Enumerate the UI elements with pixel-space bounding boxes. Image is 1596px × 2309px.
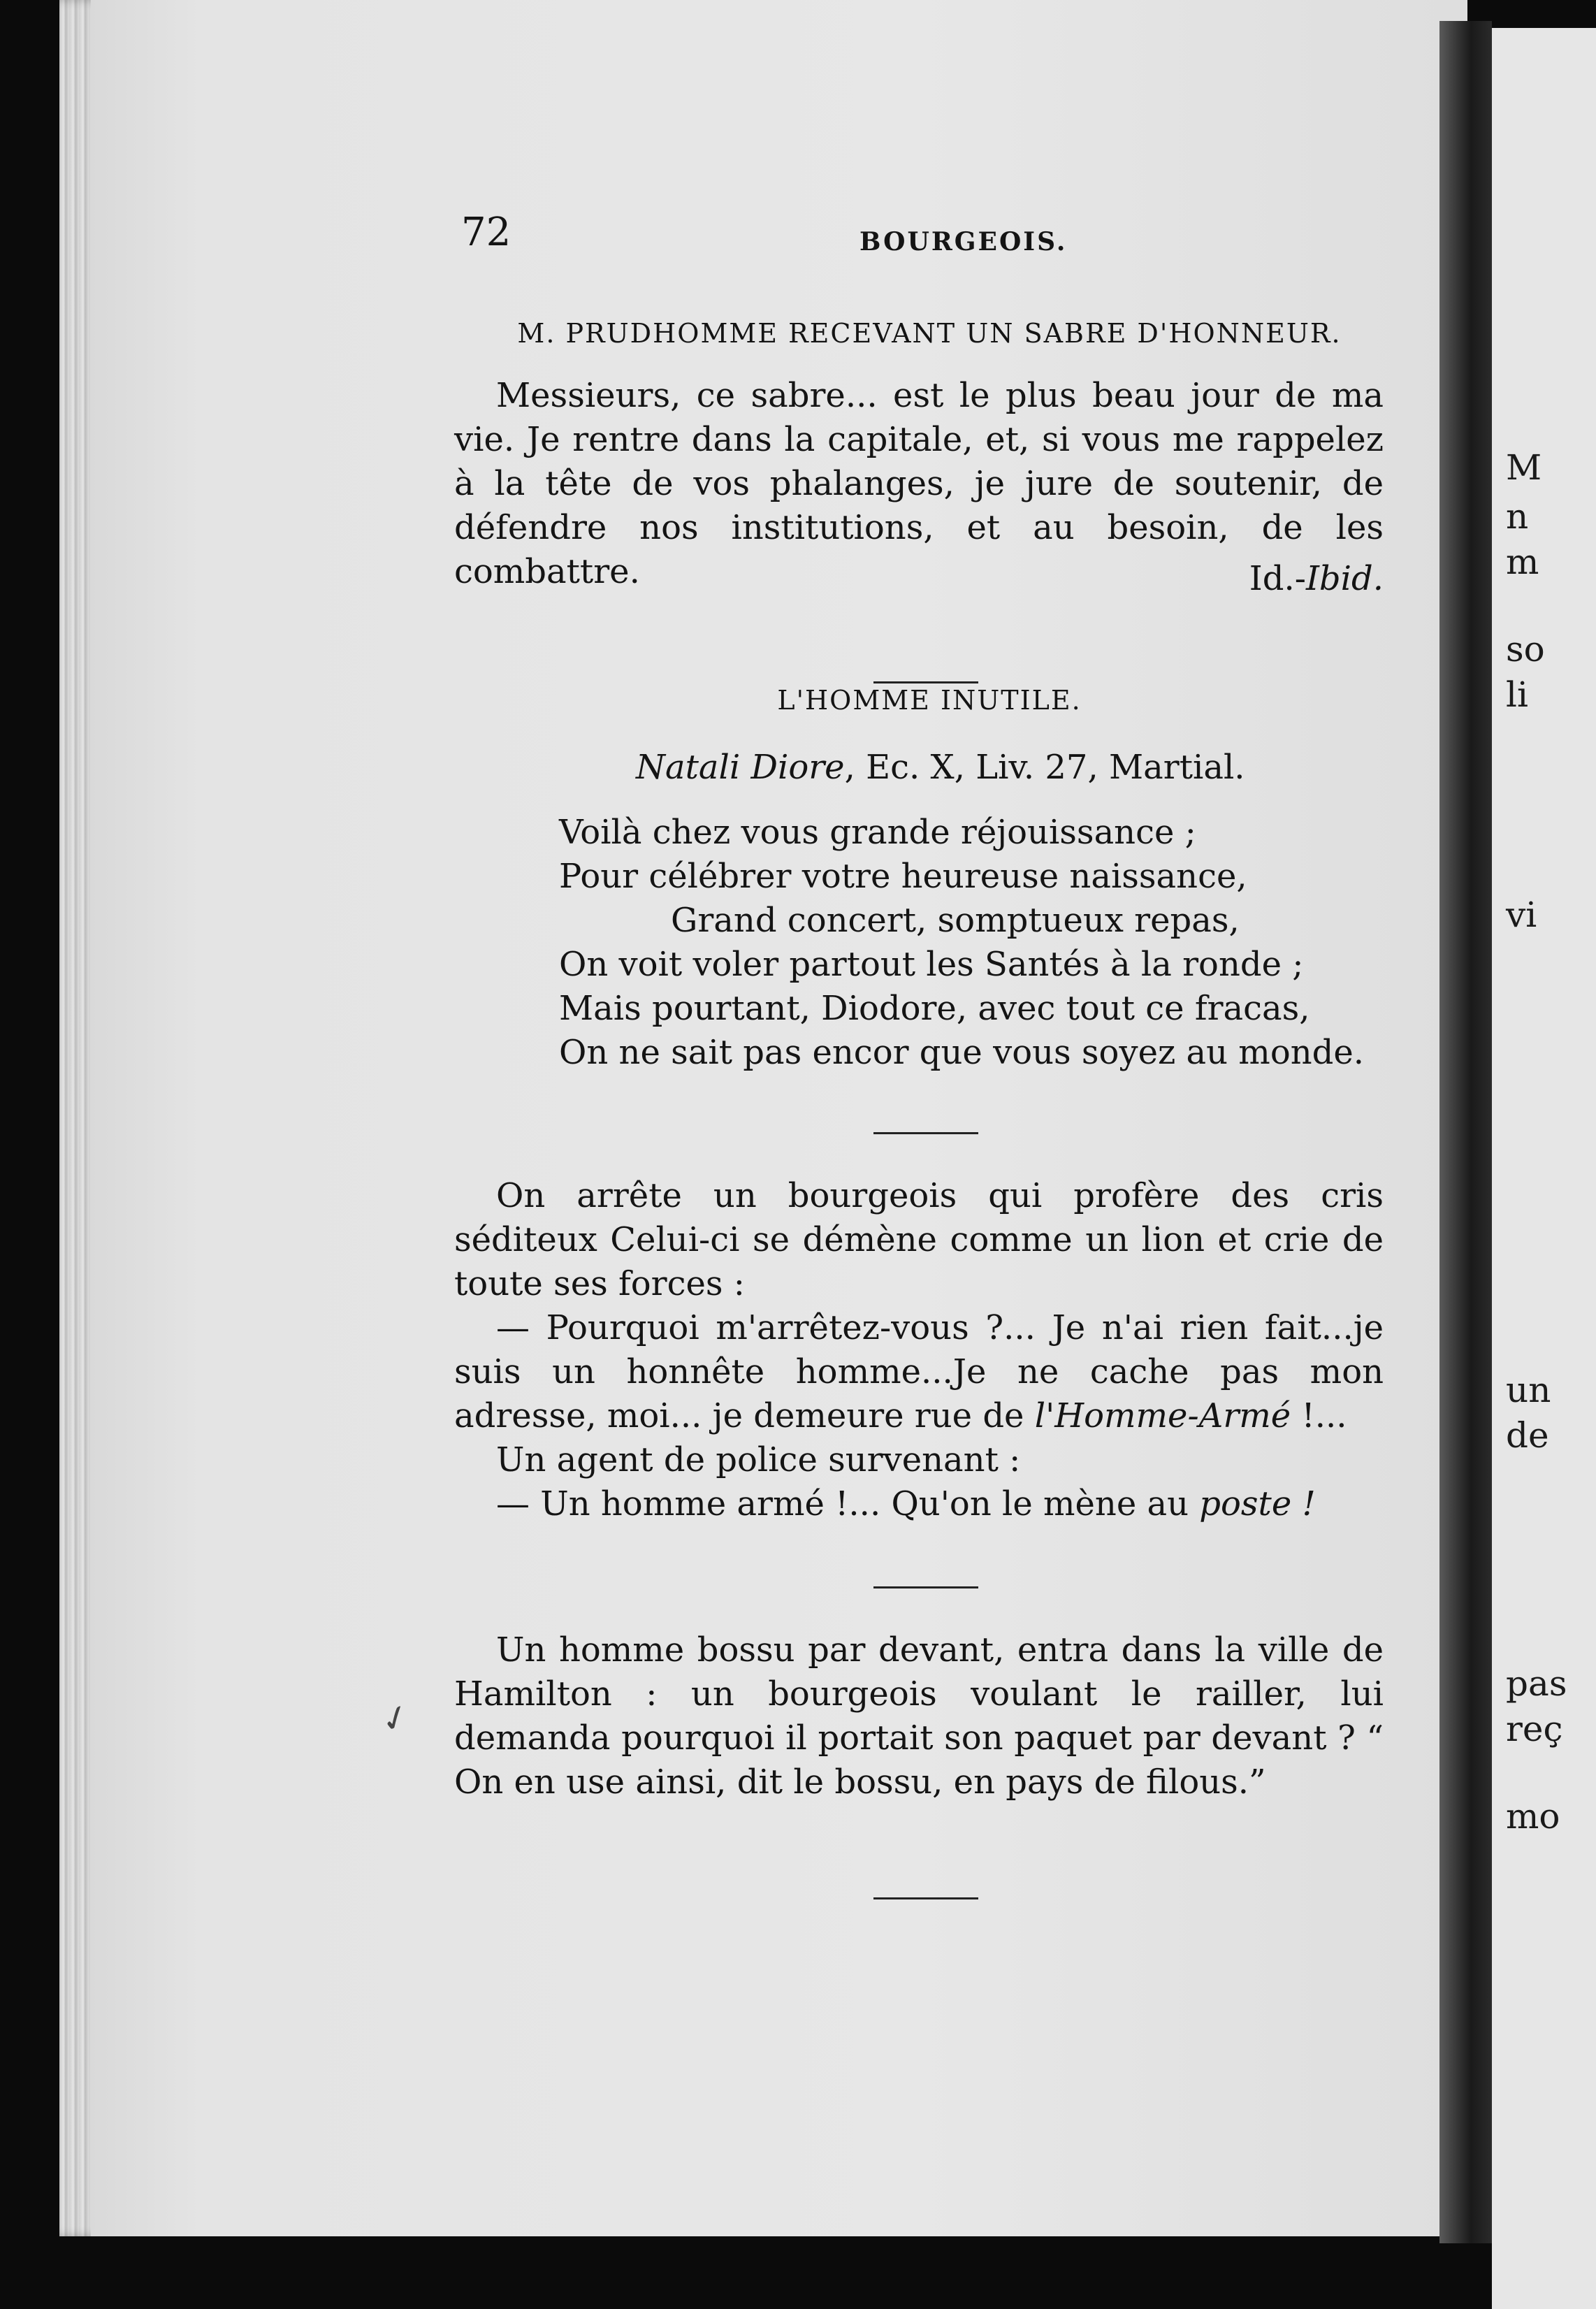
facing-fragment: un bbox=[1506, 1370, 1551, 1410]
section-divider bbox=[873, 1586, 978, 1588]
facing-fragment: li bbox=[1506, 674, 1528, 715]
verse-line: Grand concert, somptueux repas, bbox=[671, 901, 1240, 940]
verse-line: On ne sait pas encor que vous soyez au monde. bbox=[559, 1033, 1365, 1072]
source-italic: Natali Diore bbox=[636, 748, 845, 787]
bossu-text: Un homme bossu par devant, entra dans la ville de Hamilton : un bourgeois voulant le railler, lui demanda pourquoi il portait son paquet par devant ? “ On en use ainsi, dit le bossu, en pays de filous.” bbox=[454, 1630, 1384, 1802]
check-mark-icon: ✓ bbox=[375, 1694, 416, 1743]
section-divider bbox=[873, 1132, 978, 1134]
page-number: 72 bbox=[461, 210, 512, 255]
facing-fragment: reç bbox=[1506, 1709, 1563, 1749]
spine-shadow bbox=[1439, 21, 1492, 2243]
section-title-prudhomme: M. PRUDHOMME RECEVANT UN SABRE D'HONNEUR. bbox=[517, 318, 1342, 349]
facing-fragment: n bbox=[1506, 496, 1529, 537]
anecdote-intro: On arrête un bourgeois qui profère des cris séditeux Celui-ci se démène comme un lion et crie de toute ses forces : bbox=[454, 1176, 1384, 1303]
facing-fragment: m bbox=[1506, 542, 1539, 582]
agent-line: Un agent de police survenant : bbox=[496, 1440, 1021, 1479]
running-head: BOURGEOIS. bbox=[859, 227, 1068, 256]
dialogue-text: — Pourquoi m'arrêtez-vous ?... Je n'ai rien fait...je suis un honnête homme...Je ne cache pas mon adresse, moi... je demeure rue de bbox=[454, 1308, 1384, 1435]
reply-italic: poste ! bbox=[1199, 1484, 1316, 1523]
section-divider bbox=[873, 681, 978, 683]
facing-fragment: so bbox=[1506, 629, 1545, 669]
attribution bbox=[1249, 559, 1384, 598]
bourgeois-anecdote bbox=[454, 1174, 1384, 1526]
facing-fragment: vi bbox=[1506, 895, 1537, 935]
facing-page bbox=[1492, 28, 1596, 2309]
verse-line: Pour célébrer votre heureuse naissance, bbox=[559, 857, 1247, 896]
reply-text: — Un homme armé !... Qu'on le mène au bbox=[496, 1484, 1200, 1523]
bossu-anecdote bbox=[454, 1628, 1384, 1804]
prudhomme-paragraph bbox=[454, 374, 1384, 594]
source-line bbox=[636, 748, 1245, 787]
source-rest: , Ec. X, Liv. 27, Martial. bbox=[844, 748, 1245, 787]
verse-line: Voilà chez vous grande réjouissance ; bbox=[559, 813, 1196, 852]
section-divider bbox=[873, 1897, 978, 1899]
facing-fragment: pas bbox=[1506, 1663, 1567, 1704]
dialogue-end: !... bbox=[1291, 1396, 1347, 1435]
section-title-homme-inutile: L'HOMME INUTILE. bbox=[777, 685, 1082, 716]
verse-block bbox=[559, 811, 1364, 1075]
prudhomme-text: Messieurs, ce sabre... est le plus beau jour de ma vie. Je rentre dans la capitale, et, si vous me rappelez à la tête de vos phalanges, je jure de soutenir, de défendre nos institutions, et au besoin, de les combattre. bbox=[454, 376, 1384, 591]
anecdote-dialogue bbox=[454, 1306, 1384, 1438]
page-content bbox=[447, 0, 1412, 2236]
attribution-prefix: Id.- bbox=[1249, 559, 1306, 598]
attribution-ibid: Ibid. bbox=[1305, 559, 1384, 598]
facing-fragment: mo bbox=[1506, 1796, 1560, 1837]
street-name: l'Homme-Armé bbox=[1034, 1396, 1291, 1435]
facing-fragment: M bbox=[1506, 447, 1542, 488]
facing-fragment: de bbox=[1506, 1415, 1549, 1456]
agent-reply bbox=[454, 1482, 1384, 1526]
verse-line: Mais pourtant, Diodore, avec tout ce fracas, bbox=[559, 989, 1310, 1028]
verse-line: On voit voler partout les Santés à la ronde ; bbox=[559, 945, 1304, 984]
